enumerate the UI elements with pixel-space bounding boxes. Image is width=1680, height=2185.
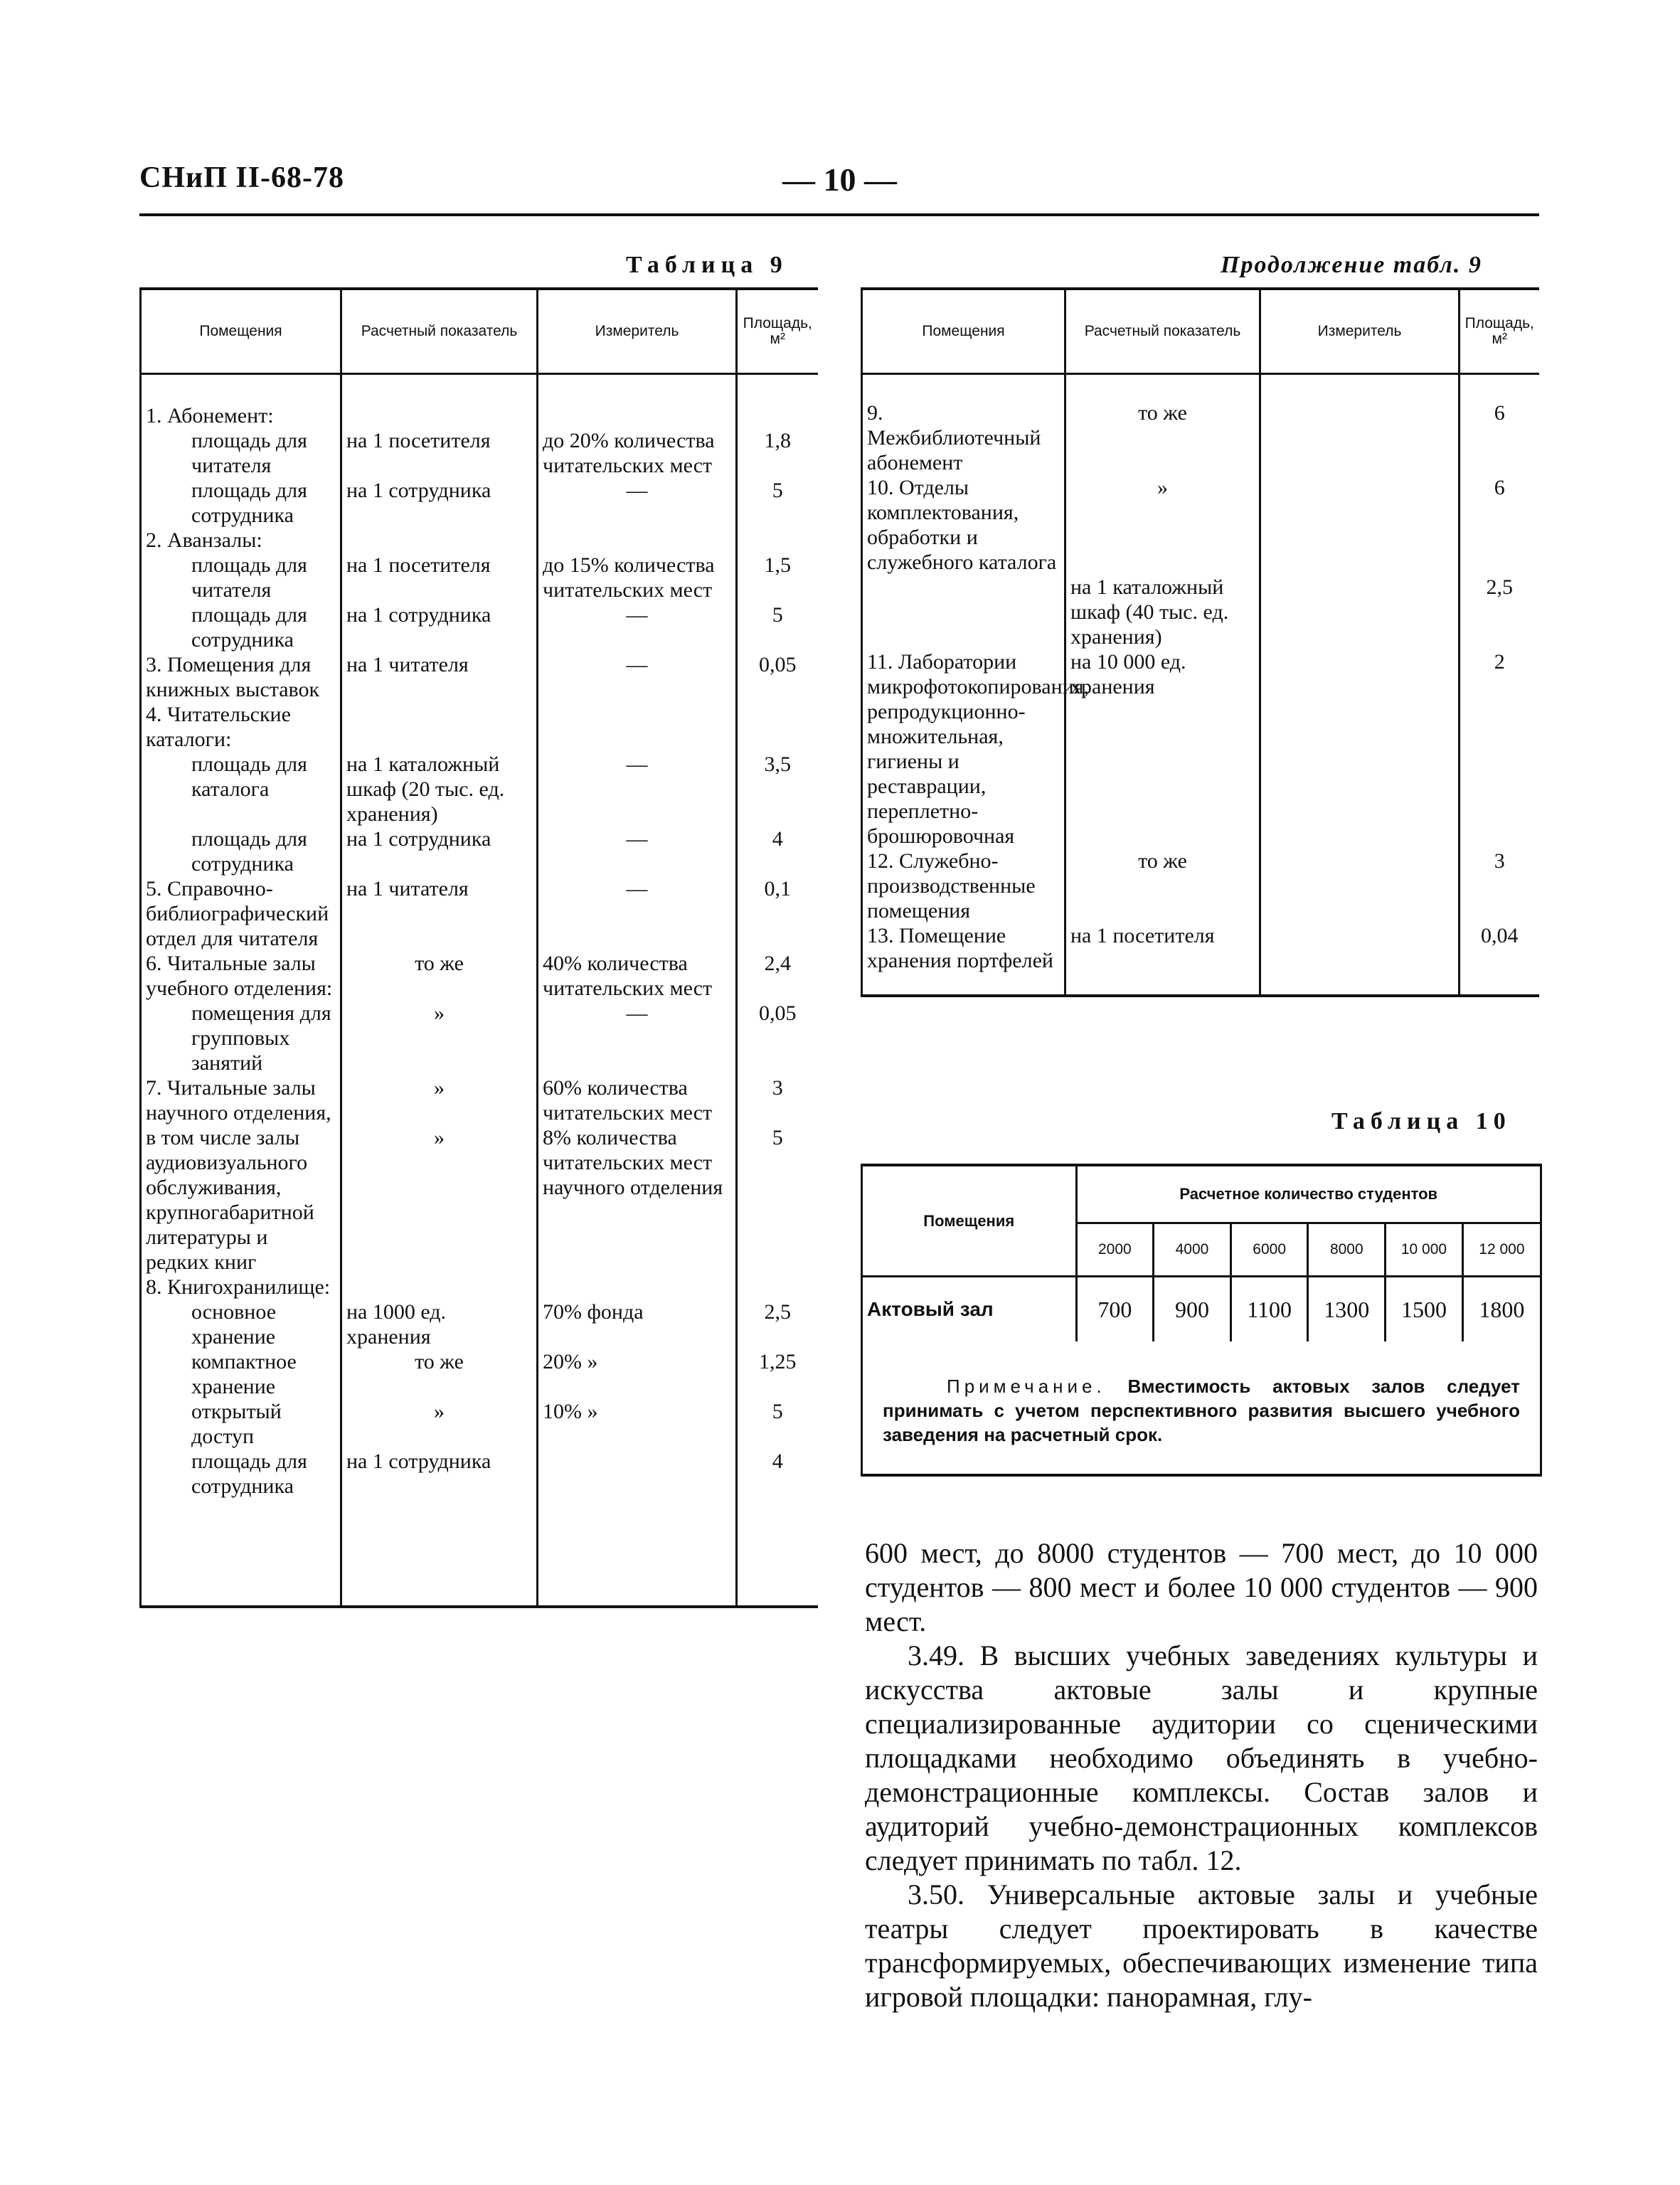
room-cell: 5. Справочно-библиографический отдел для читателя [141,876,341,951]
area-cell: 5 [737,478,818,528]
meter-cell [1260,849,1460,923]
table9-continued [861,287,1539,997]
table-row [141,553,818,602]
table-row [141,1299,818,1349]
table10-header-group: Расчетное количество студентов [1076,1166,1540,1223]
meter-cell: 8% количества читательских мест научного отделения [538,1125,737,1275]
area-cell: 0,04 [1460,923,1539,973]
value-cell: 900 [1154,1277,1231,1342]
room-cell: площадь для сотрудника [141,1449,341,1499]
meter-cell: 10% » [538,1399,737,1449]
table9c-header-meter: Измеритель [1260,289,1460,374]
area-cell: 4 [737,1449,818,1499]
area-cell: 0,05 [737,652,818,702]
meter-cell [538,403,737,428]
area-cell: 0,05 [737,1001,818,1075]
table-row [141,403,818,428]
indicator-cell: на 1 сотрудника [341,826,538,876]
table-row [862,475,1539,575]
meter-cell [538,1449,737,1499]
indicator-cell: на 1 посетителя [341,428,538,478]
meter-cell: — [538,652,737,702]
indicator-cell: » [1065,475,1260,575]
indicator-cell: на 1 сотрудника [341,1449,538,1499]
indicator-cell [341,1275,538,1299]
indicator-cell: на 1000 ед. хранения [341,1299,538,1349]
table9c-caption: Продолжение табл. 9 [1221,252,1482,278]
meter-cell: — [538,752,737,826]
meter-cell: 60% количества читательских мест [538,1075,737,1125]
indicator-cell: на 1 читателя [341,652,538,702]
table-row [141,876,818,951]
table-row [141,826,818,876]
room-cell: Актовый зал [867,1298,994,1320]
room-cell: 9. Межбиблиотечный абонемент [862,400,1065,475]
room-cell: 8. Книгохранилище: [141,1275,341,1299]
table9-caption: Таблица 9 [626,252,788,278]
table9-header-rooms: Помещения [141,289,341,374]
room-cell: 13. Помещение хранения портфелей [862,923,1065,973]
area-cell: 3 [737,1075,818,1125]
table10-col: 6000 [1230,1223,1308,1277]
table-row [141,602,818,652]
table-row [141,1075,818,1125]
room-cell [862,575,1065,649]
table9-header-row [141,289,818,374]
room-cell: 2. Аванзалы: [141,528,341,553]
room-cell: 12. Служебно-производственные помещения [862,849,1065,923]
table-row [141,752,818,826]
table10-note [883,1374,1520,1447]
area-cell: 2 [1460,649,1539,849]
room-cell: площадь для сотрудника [141,826,341,876]
table-row [141,1399,818,1449]
meter-cell: до 20% количества читательских мест [538,428,737,478]
indicator-cell: то же [341,1349,538,1399]
indicator-cell: то же [1065,400,1260,475]
area-cell: 3 [1460,849,1539,923]
table9c-header-rooms: Помещения [862,289,1065,374]
indicator-cell: то же [1065,849,1260,923]
table-row [862,649,1539,849]
meter-cell: — [538,1001,737,1075]
header-rule [139,213,1539,216]
meter-cell: — [538,602,737,652]
table10-col: 2000 [1076,1223,1154,1277]
meter-cell [1260,649,1460,849]
room-cell: площадь для сотрудника [141,602,341,652]
room-cell: в том числе залы аудиовизуального обслуживания, крупногабаритной литературы и редких книг [141,1125,341,1275]
value-cell: 1100 [1230,1277,1308,1342]
area-cell: 6 [1460,475,1539,575]
indicator-cell: на 1 каталожный шкаф (40 тыс. ед. хранения) [1065,575,1260,649]
indicator-cell [341,702,538,752]
table9-header-meter: Измеритель [538,289,737,374]
area-cell [737,1275,818,1299]
room-cell: площадь для читателя [141,553,341,602]
table-row [141,1125,818,1275]
room-cell: 6. Читальные залы учебного отделения: [141,951,341,1001]
table9c-header-area: Площадь, м² [1460,289,1539,374]
room-cell: открытый доступ [141,1399,341,1449]
meter-cell [538,1275,737,1299]
value-cell: 700 [1076,1277,1154,1342]
meter-cell: до 15% количества читательских мест [538,553,737,602]
paragraph: 600 мест, до 8000 студентов — 700 мест, до 10 000 студентов — 800 мест и более 10 000 студентов — 900 мест. [865,1537,1538,1637]
table9 [139,287,818,1608]
area-cell: 1,5 [737,553,818,602]
table-row [141,1349,818,1399]
table-row [862,923,1539,973]
page-number: — 10 — [782,161,897,198]
document-code: СНиП II-68-78 [139,161,345,194]
indicator-cell: » [341,1001,538,1075]
table10-header-row [863,1166,1540,1223]
indicator-cell: на 1 посетителя [1065,923,1260,973]
paragraph: 3.50. Универсальные актовые залы и учебные театры следует проектировать в качестве трансформируемых, обеспечивающих изменение типа игровой площадки: панорамная, глу- [865,1878,1538,2013]
meter-cell: 40% количества читательских мест [538,951,737,1001]
note-text: Вместимость актовых залов следует принимать с учетом перспективного развития высшего учебного заведения на расчетный срок. [883,1376,1521,1445]
indicator-cell [341,528,538,553]
table9-header-area: Площадь, м² [737,289,818,374]
table10-frame [861,1164,1542,1477]
room-cell: 4. Читательские каталоги: [141,702,341,752]
note-label: Примечание. [947,1376,1106,1397]
room-cell: площадь для каталога [141,752,341,826]
indicator-cell: на 1 сотрудника [341,602,538,652]
indicator-cell: на 1 каталожный шкаф (20 тыс. ед. хранения) [341,752,538,826]
area-cell: 6 [1460,400,1539,475]
room-cell: 1. Абонемент: [141,403,341,428]
table-row [141,1001,818,1075]
indicator-cell: то же [341,951,538,1001]
meter-cell [1260,475,1460,575]
table-row [862,849,1539,923]
table10-col: 8000 [1308,1223,1386,1277]
area-cell [737,528,818,553]
table-row [141,951,818,1001]
table-row [141,702,818,752]
indicator-cell [341,403,538,428]
table10-col: 12 000 [1462,1223,1540,1277]
meter-cell [1260,575,1460,649]
area-cell: 2,5 [737,1299,818,1349]
room-cell: площадь для читателя [141,428,341,478]
table-row [862,575,1539,649]
meter-cell [1260,400,1460,475]
area-cell [737,702,818,752]
meter-cell [1260,923,1460,973]
area-cell: 5 [737,602,818,652]
meter-cell [538,702,737,752]
area-cell: 5 [737,1399,818,1449]
area-cell: 2,5 [1460,575,1539,649]
area-cell: 1,25 [737,1349,818,1399]
table-row [141,428,818,478]
indicator-cell: » [341,1125,538,1275]
area-cell: 1,8 [737,428,818,478]
table10-caption: Таблица 10 [1331,1108,1511,1134]
meter-cell [538,528,737,553]
indicator-cell: на 1 сотрудника [341,478,538,528]
table-row [862,400,1539,475]
meter-cell: — [538,826,737,876]
table10-col: 10 000 [1386,1223,1463,1277]
meter-cell: 20% » [538,1349,737,1399]
meter-cell: 70% фонда [538,1299,737,1349]
room-cell: помещения для групповых занятий [141,1001,341,1075]
table-row [141,1275,818,1299]
room-cell: 10. Отделы комплектования, обработки и служебного каталога [862,475,1065,575]
indicator-cell: на 1 посетителя [341,553,538,602]
area-cell [737,403,818,428]
table-row [141,652,818,702]
room-cell: основное хранение [141,1299,341,1349]
indicator-cell: » [341,1399,538,1449]
table9c-header-row [862,289,1539,374]
room-cell: 3. Помещения для книжных выставок [141,652,341,702]
area-cell: 4 [737,826,818,876]
room-cell: компактное хранение [141,1349,341,1399]
meter-cell: — [538,478,737,528]
table10 [863,1166,1540,1341]
table-row [141,1449,818,1499]
area-cell: 3,5 [737,752,818,826]
table-row [141,528,818,553]
table9-header-indicator: Расчетный показатель [341,289,538,374]
value-cell: 1300 [1308,1277,1386,1342]
indicator-cell: » [341,1075,538,1125]
table-row [141,478,818,528]
indicator-cell: на 1 читателя [341,876,538,951]
value-cell: 1500 [1386,1277,1463,1342]
table9c-header-indicator: Расчетный показатель [1065,289,1260,374]
table10-col: 4000 [1154,1223,1231,1277]
area-cell: 2,4 [737,951,818,1001]
area-cell: 5 [737,1125,818,1275]
meter-cell: — [538,876,737,951]
value-cell: 1800 [1462,1277,1540,1342]
body-text [865,1536,1538,2014]
paragraph: 3.49. В высших учебных заведениях культуры и искусства актовые залы и крупные специализированные аудитории со сценическими площадками необходимо объединять в учебно-демонстрационные комплексы. Состав залов и аудиторий учебно-демонстрационных комплексов следует принимать по табл. 12. [865,1639,1538,1876]
indicator-cell: на 10 000 ед. хранения [1065,649,1260,849]
table10-header-rooms: Помещения [863,1166,1076,1277]
room-cell: 7. Читальные залы научного отделения, [141,1075,341,1125]
area-cell: 0,1 [737,876,818,951]
room-cell: площадь для сотрудника [141,478,341,528]
table-row [863,1277,1540,1342]
room-cell: 11. Лаборатории микрофотокопирования, репродукционно-множительная, гигиены и реставрации, переплетно-брошюровочная [862,649,1065,849]
